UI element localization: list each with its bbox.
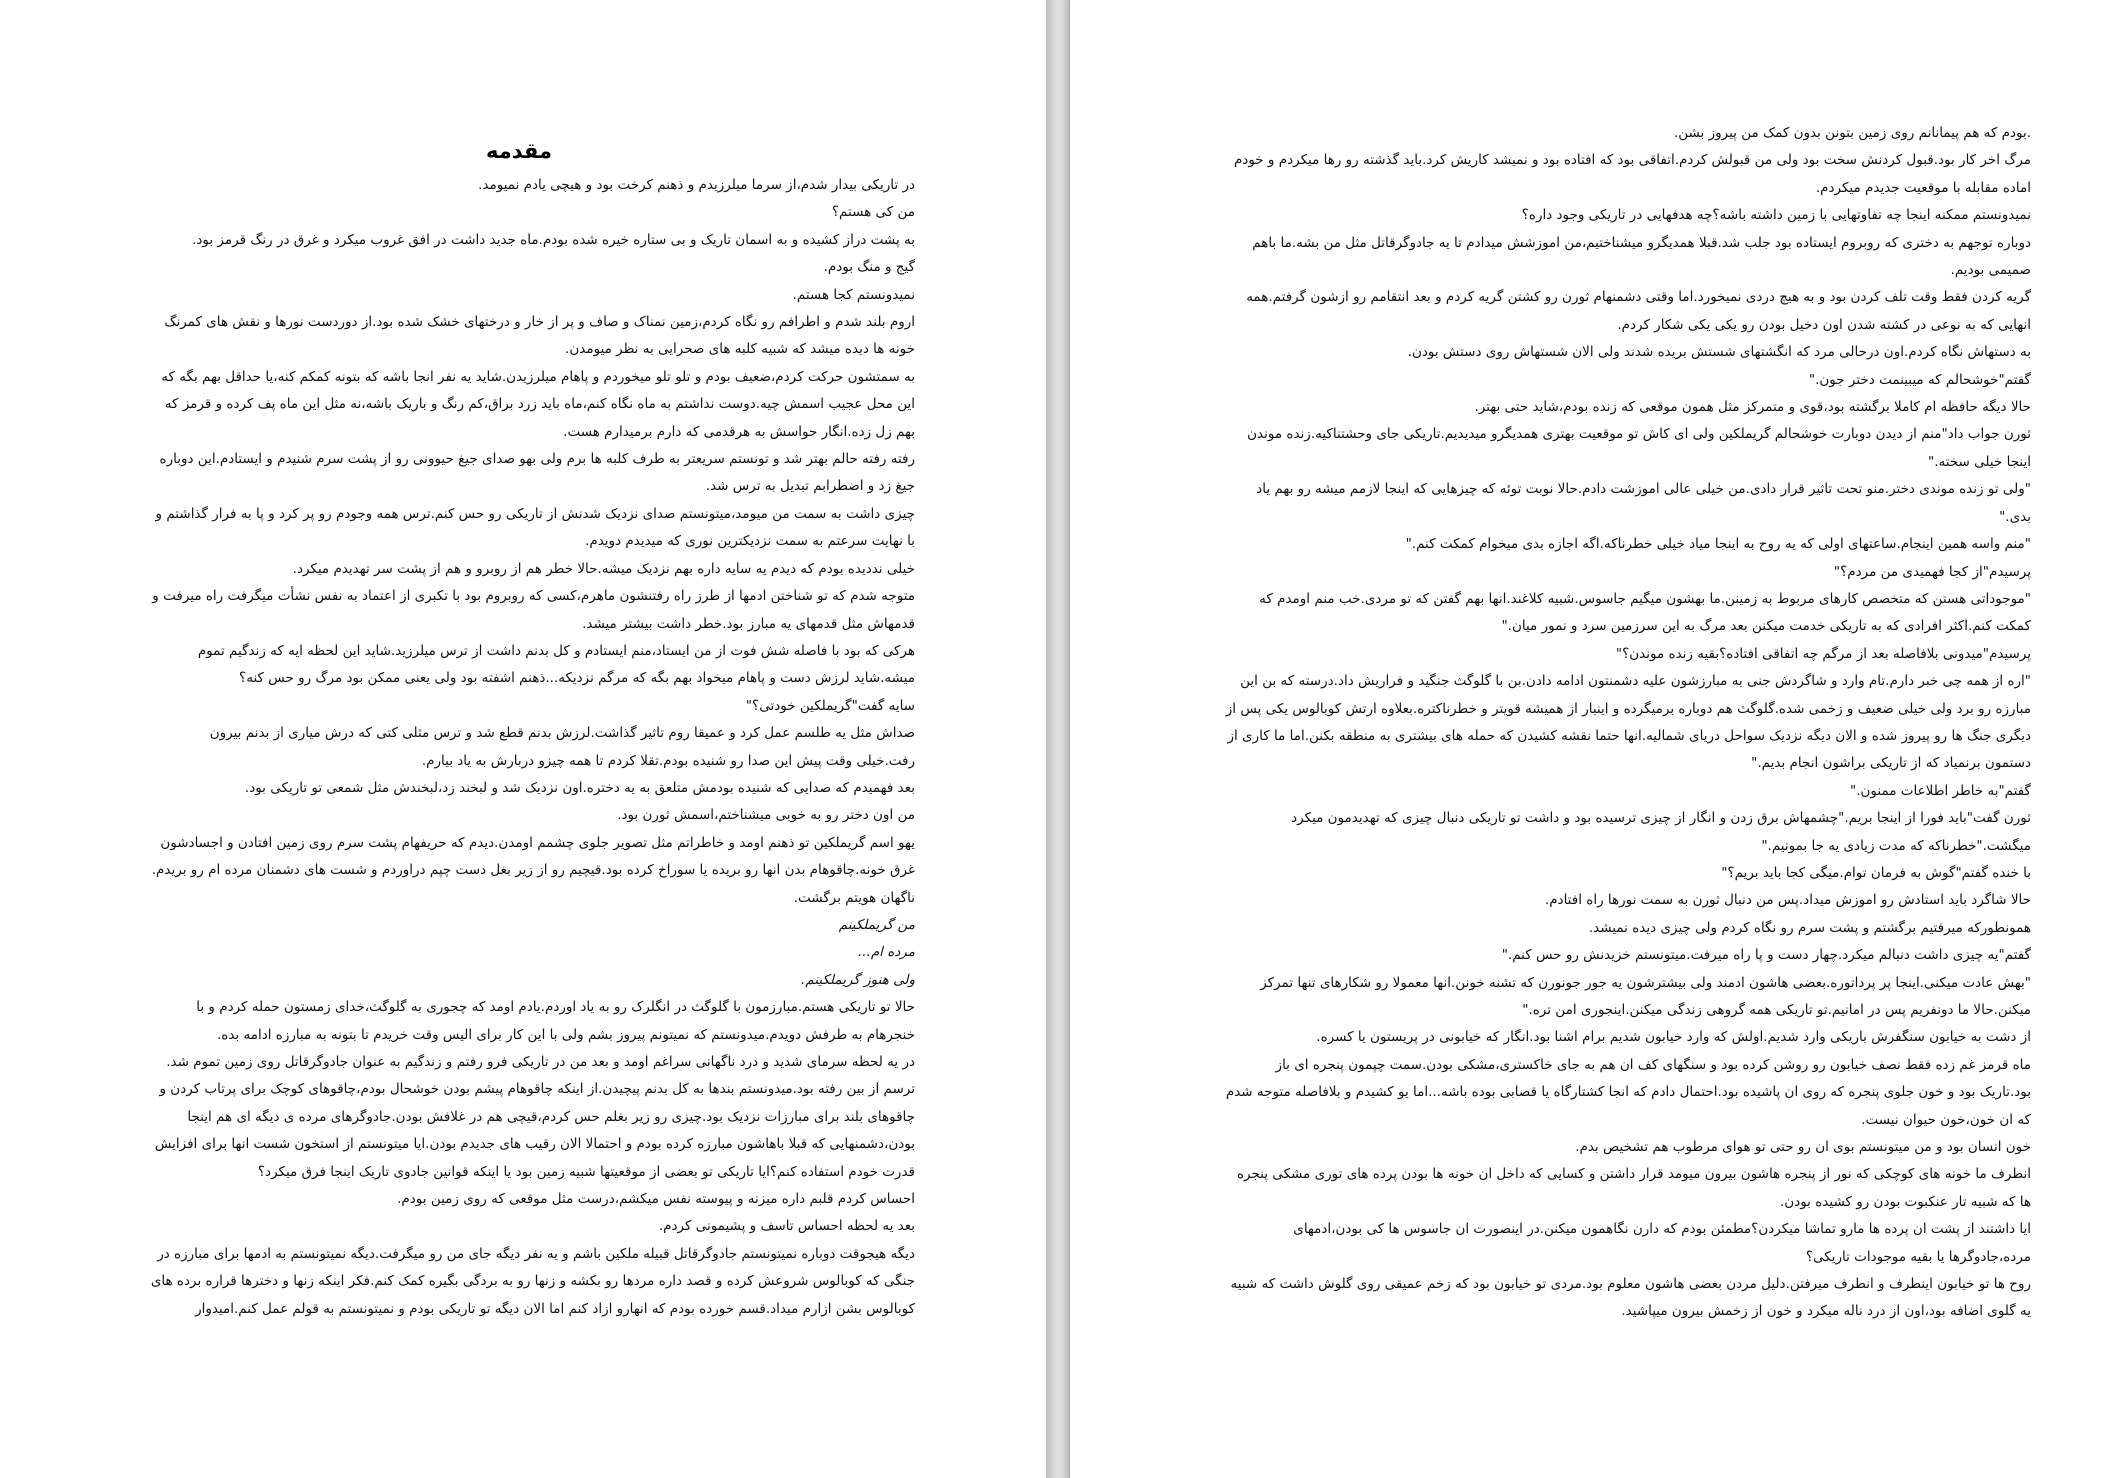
paragraph: بعد یه لحظه احساس تاسف و پشیمونی کردم. [658, 1218, 915, 1235]
paragraph: خیلی نددیده بودم که دیدم یه سایه داره بهم نزدیک میشه.حالا خطر هم از روبرو و هم از پشت سر تهدیدم میکرد. [292, 560, 915, 577]
paragraph: ناگهان هویتم برگشت. [793, 889, 915, 906]
paragraph: پرسیدم"از کجا فهمیدی من مردم؟" [1833, 563, 2031, 580]
paragraph: گیج و منگ بودم. [823, 259, 915, 276]
paragraph: یهو اسم گریملکین تو ذهنم اومد و خاطراتم مثل تصویر جلوی چشمم اومدن.دیدم که حریفهام پشت سرم روی زمین افتادن و اجسادشون غرق خونه.چاقوهام بدن انها رو بریده یا سوراخ کرده بود.قیچیم رو از زیر بغل دست چپم دراوردم و شست های دشمنان مرده ام رو بریدم. [151, 834, 915, 879]
paragraph: رفته رفته حالم بهتر شد و تونستم سریعتر به طرف کلبه ها برم ولی بهو صدای جیغ حیوونی رو از پشت سرم شنیدم و ایستادم.این دوباره جیغ زد و اضطرابم تبدیل به ترس شد. [159, 451, 915, 495]
paragraph: چیزی داشت به سمت من میومد،میتونستم صدای نزدیک شدنش از تاریکی رو حس کنم.ترس همه وجودم رو پر کرد و پا به فرار گذاشتم و با نهایت سرعتم به سمت نزدیکترین نوری که میدیدم دویدم. [155, 505, 915, 550]
paragraph: گفتم"یه چیزی داشت دنبالم میکرد.چهار دست و پا راه میرفت.میتونستم خزیدنش رو حس کنم." [1501, 947, 2031, 964]
paragraph: اروم بلند شدم و اطرافم رو نگاه کردم،زمین نمناک و صاف و پر از خار و درختهای خشک شده بود.از دوردست نورها و نقش های کمرنگ خونه ها دیده میشد که شبیه کلبه های صحرایی به نظر میومدن. [164, 314, 915, 358]
right-page-body [1225, 120, 2031, 1326]
left-page-body [150, 172, 915, 1323]
paragraph: متوجه شدم که تو شناختن ادمها از طرز راه رفتنشون ماهرم،کسی که روبروم بود با تکبری از اعتماد به نفس نشأت میگرفت راه میرفت و قدمهاش مثل قدمهای یه مبارز بود.خطر داشت بیشتر میشد. [152, 588, 915, 632]
italic-line: ولی هنوز گریملکینم. [801, 971, 915, 988]
paragraph: "اره از همه چی خبر دارم.تام وارد و شاگردش جنی به مبارزشون علیه دشمنتون ادامه دادن.بن با گلوگث جنگید و فراریش داد.درسته که بن این مبارزه رو برد ولی خیلی ضعیف و زخمی شده.گلوگث هم دوباره برمیگرده و اینبار از همیشه قویتر و خطرناکتره.بعلاوه ارتش کوبالوس یکی پس از دیگری جنگ ها رو پیروز شده و الان دیگه نزدیک سواحل دریای شمالیه.انها حتما نقشه کشیدن که حمله های بیشتری به منطقه بکنن.اما ما کاری از دستمون برنمیاد که از تاریکی براشون انجام بدیم." [1225, 673, 2031, 772]
paragraph: به پشت دراز کشیده و به اسمان تاریک و بی ستاره خیره شده بودم.ماه جدید داشت در افق غروب میکرد و غرق در رنگ قرمز بود. [192, 231, 915, 248]
paragraph: صداش مثل یه طلسم عمل کرد و عمیقا روم تاثیر گذاشت.لرزش بدنم قطع شد و ترس مثلی کتی که درش میاری از بدنم بیرون رفت.خیلی وقت پیش این صدا رو شنیده بودم.تقلا کردم تا همه چیزو دربارش به یاد بیارم. [209, 725, 915, 769]
italic-line: مرده ام... [857, 944, 915, 961]
page-gutter [1046, 0, 1070, 1478]
paragraph: در یه لحظه سرمای شدید و درد ناگهانی سراغم اومد و بعد من در تاریکی فرو رفتم و زندگیم به عنوان جادوگرقاتل روی زمین تموم شد. [166, 1054, 915, 1070]
paragraph: مرگ اخر کار بود.قبول کردنش سخت بود ولی من قبولش کردم.اتفاقی بود که افتاده بود و نمیشد کاریش کرد.باید گذشته رو رها میکردم و خودم اماده مقابله با موقعیت جدیدم میکردم. [1233, 152, 2031, 196]
chapter-title: مقدمه [486, 139, 552, 163]
paragraph: خون انسان بود و من میتونستم بوی ان رو حتی تو هوای مرطوب هم تشخیص بدم. [1575, 1139, 2031, 1156]
paragraph: گفتم"خوشحالم که میبینمت دختر جون." [1808, 371, 2031, 388]
paragraph: ترسم از بین رفته بود.میدونستم بندها به کل بدنم پیچیدن.از اینکه چاقوهام پیشم بودن خوشحال بودم،چاقوهای کوچک برای پرتاب کردن و چاقوهای بلند برای مبارزات نزدیک بود.چیزی رو زیر بغلم حس کردم،قیچی هم در غلافش بودن.جادوگرهای مرده ی دیگه ای هم اینجا بودن،دشمنهایی که قبلا باهاشون مبارزه کرده بودم و احتمالا الان رقیب های جدیدم بودن.ایا میتونستم از استخون شست انها برای افزایش قدرت خودم استفاده کنم؟ایا تاریکی تو بعضی از موقعیتها شبیه زمین بود یا اینکه قوانین جادوی تاریک اینجا فرق میکرد؟ [154, 1081, 915, 1180]
paragraph: روح ها تو خیابون اینطرف و انطرف میرفتن.دلیل مردن بعضی هاشون معلوم بود.مردی تو خیابون بود که زخم عمیقی روی گلوش داشت که شبیه یه گلوی اضافه بود،اون از درد ناله میکرد و خون از زخمش بیرون میپاشید. [1230, 1276, 2031, 1320]
paragraph: حالا دیگه حافظه ام کاملا برگشته بود،قوی و متمرکز مثل همون موقعی که زنده بودم،شاید حتی بهتر. [1474, 399, 2031, 416]
paragraph: همونطورکه میرفتیم برگشتم و پشت سرم رو نگاه کردم ولی چیزی دیده نمیشد. [1588, 919, 2031, 936]
paragraph: حالا شاگرد باید استادش رو اموزش میداد.پس من دنبال ثورن به سمت نورها راه افتادم. [1544, 892, 2031, 909]
left-page [0, 0, 1046, 1478]
paragraph: ثورن گفت"باید فورا از اینجا بریم."چشمهاش برق زدن و انگار از چیزی ترسیده بود و داشت تو تاریکی دنبال چیزی که تهدیدمون میکرد میگشت."خطرناکه که مدت زیادی یه جا بمونیم." [1291, 810, 2031, 854]
paragraph: پرسیدم"میدونی بلافاصله بعد از مرگم چه اتفاقی افتاده؟بقیه زنده موندن؟" [1615, 645, 2031, 662]
paragraph: دیگه هیجوقت دوباره نمیتونستم جادوگرقاتل قبیله ملکین باشم و یه نفر دیگه جای من رو میگرفت.دیگه نمیتونستم به ادمها برای مبارزه در جنگی که کوبالوس شروعش کرده و قصد داره مردها رو بکشه و زنها رو به بردگی بگیره کمک کنم.فکر اینکه زنها و دخترها قراره برده های کوبالوس بشن ازارم میداد.قسم خورده بودم که انهارو ازاد کنم اما الان دیگه تو تاریکی بودم و نمیتونستم به قولم عمل کنم.امیدوار [150, 1245, 915, 1317]
paragraph: با خنده گفتم"گوش به فرمان توام.میگی کجا باید بریم؟" [1721, 864, 2031, 881]
paragraph: به سمتشون حرکت کردم،ضعیف بودم و تلو تلو میخوردم و پاهام میلرزیدن.شاید یه نفر انجا باشه که بتونه کمکم کنه،یا حداقل بهم بگه که این محل عجیب اسمش چیه.دوست نداشتم به ماه نگاه کنم،ماه باید زرد براق،کم رنگ و باریک باشه،نه مثل این ماه پف کرده و قرمز که بهم زل زده.انگار حواسش به هرقدمی که دارم برمیدارم هست. [161, 368, 915, 440]
paragraph: انطرف ما خونه های کوچکی که نور از پنجره هاشون بیرون میومد قرار داشتن و کسایی که داخل ان خونه ها بودن پرده های توری مشکی پنجره ها که شبیه تار عنکبوت بودن رو کشیده بودن. [1236, 1166, 2031, 1210]
right-page [1070, 0, 2117, 1478]
paragraph: بعد فهمیدم که صدایی که شنیده بودمش متلعق به یه دختره.اون نزدیک شد و لبخند زد،لبخندش مثل شمعی تو تاریکی بود. [244, 779, 915, 796]
paragraph: هرکی که بود با فاصله شش فوت از من ایستاد،منم ایستادم و کل بدنم داشت از ترس میلرزید.شاید این لحظه ایه که زندگیم تموم میشه.شاید لرزش دست و پاهام میخواد بهم بگه که مرگم نزدیکه...ذهنم اشفته بود ولی یعنی ممکن بود مرگ رو حس کنه؟ [197, 642, 915, 687]
paragraph: نمیدونستم کجا هستم. [792, 286, 915, 303]
paragraph: دوباره توجهم به دختری که روبروم ایستاده بود جلب شد.قبلا همدیگرو میشناختیم،من اموزشش میدادم تا یه جادوگرقاتل مثل من بشه.ما باهم صمیمی بودیم. [1252, 234, 2031, 279]
paragraph: گریه کردن فقط وقت تلف کردن بود و به هیچ دردی نمیخورد.اما وقتی دشمنهام ثورن رو کشتن گریه کردم و بعد انتقامم رو ازشون گرفتم.همه انهایی که به نوعی در کشته شدن اون دخیل بودن رو یکی یکی شکار کردم. [1246, 289, 2031, 333]
paragraph: من کی هستم؟ [831, 204, 915, 221]
paragraph: نمیدونستم ممکنه اینجا چه تفاوتهایی با زمین داشته باشه؟چه هدفهایی در تاریکی وجود داره؟ [1521, 207, 2031, 224]
paragraph: "بهش عادت میکنی.اینجا پر پرداتوره.بعضی هاشون ادمند ولی بیشترشون یه جور جونورن که تشنه خونن.انها معمولا رو شکارهای تنها تمرکز میکنن.حالا ما دونفریم پس در امانیم.تو تاریکی همه گروهی زندگی میکنن.اینجوری امن تره." [1260, 974, 2031, 1018]
italic-line: من گریملکینم [838, 916, 915, 933]
paragraph: من اون دختر رو به خوبی میشناختم،اسمش ثورن بود. [617, 807, 915, 824]
paragraph: حالا تو تاریکی هستم.مبارزمون با گلوگث در انگلرک رو به یاد اوردم.یادم اومد که چجوری به گلوگث،خدای زمستون حمله کردم و با خنجرهام به طرفش دویدم.میدونستم که نمیتونم پیروز بشم ولی با این کار برای الیس وقت خریدم تا بتونه به مبارزه ادامه بده. [196, 999, 915, 1043]
paragraph: از دشت به خیابون سنگفرش باریکی وارد شدیم.اولش که وارد خیابون شدیم برام اشنا بود.انگار که خیابونی در پریستون یا کسره. [1316, 1029, 2031, 1046]
paragraph: به دستهاش نگاه کردم.اون درحالی مرد که انگشتهای شستش بریده شدند ولی الان شستهاش روی دستش بودن. [1407, 344, 2031, 361]
paragraph: "ولی تو زنده موندی دختر.منو تحت تاثیر قرار دادی.من خیلی عالی اموزشت دادم.حالا نوبت توئه که چیزهایی که اینجا لازمم میشه رو بهم یاد بدی." [1256, 481, 2031, 525]
paragraph: .بودم که هم پیمانانم روی زمین بتونن بدون کمک من پیروز بشن. [1673, 125, 2031, 141]
paragraph: ایا داشتند از پشت ان پرده ها مارو تماشا میکردن؟مطمئن بودم که دارن نگاهمون میکنن.در اینصورت ان جاسوس ها کی بودن،ادمهای مرده،جادوگرها یا بقیه موجودات تاریکی؟ [1293, 1221, 2031, 1265]
paragraph: گفتم"به خاطر اطلاعات ممنون." [1850, 782, 2031, 799]
paragraph: در تاریکی بیدار شدم،از سرما میلرزیدم و ذهنم کرخت بود و هیچی یادم نمیومد. [478, 177, 915, 193]
paragraph: احساس کردم قلبم داره میزنه و پیوسته نفس میکشم،درست مثل موقعی که روی زمین بودم. [397, 1191, 915, 1208]
paragraph: "موجوداتی هستن که متخصص کارهای مربوط به زمینن.ما بهشون میگیم جاسوس.شبیه کلاغند.انها بهم گفتن که تو مردی.خب منم اومدم که کمکت کنم.اکثر افرادی که به تاریکی خدمت میکنن بعد مرگ به این سرزمین سرد و نمور میان." [1259, 590, 2031, 635]
paragraph: ثورن جواب داد"منم از دیدن دوبارت خوشحالم گریملکین ولی ای کاش تو موقعیت بهتری همدیگرو میدیدیم.تاریکی جای وحشتناکیه.زنده موندن اینجا خیلی سخته." [1247, 426, 2031, 470]
paragraph: ماه قرمز غم زده فقط نصف خیابون رو روشن کرده بود و سنگهای کف ان هم به جای خاکستری،مشکی بودن.سمت چپمون پنجره ای باز بود.تاریک بود و خون جلوی پنجره که روی ان پاشیده بود.احتمال دادم که انجا کشتارگاه یا قصابی بوده باشه...اما یو کشیدم و بلافاصله متوجه شدم که ان خون،خون حیوان نیست. [1225, 1056, 2031, 1128]
paragraph: "منم واسه همین اینجام.ساعتهای اولی که یه روح به اینجا میاد خیلی خطرناکه.اگه اجازه بدی میخوام کمکت کنم." [1405, 536, 2031, 553]
paragraph: سایه گفت"گریملکین خودتی؟" [745, 697, 915, 714]
